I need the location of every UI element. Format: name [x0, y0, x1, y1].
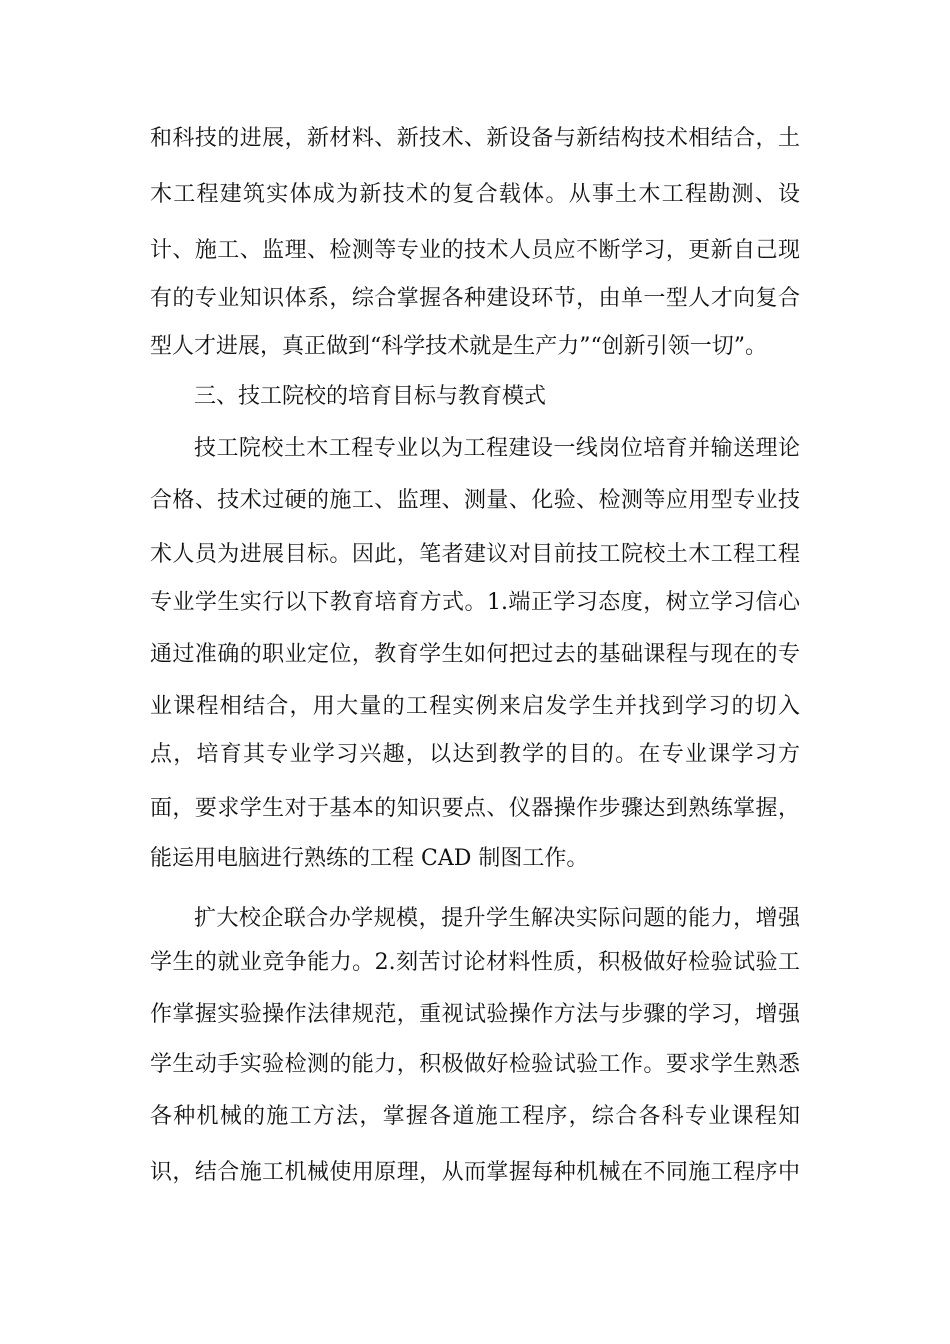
text-line-9: 术人员为进展目标。因此，笔者建议对目前技工院校土木工程工程 [150, 542, 800, 567]
text-line-16: 扩大校企联合办学规模，提升学生解决实际问题的能力，增强 [194, 906, 800, 931]
text-line-3: 计、施工、监理、检测等专业的技术人员应不断学习，更新自己现 [150, 238, 800, 263]
text-line-19: 学生动手实验检测的能力，积极做好检验试验工作。要求学生熟悉 [150, 1052, 800, 1077]
text-line-18: 作掌握实验操作法律规范，重视试验操作方法与步骤的学习，增强 [150, 1002, 800, 1027]
text-line-4: 有的专业知识体系，综合掌握各种建设环节，由单一型人才向复合 [150, 286, 800, 311]
section-heading: 三、技工院校的培育目标与教育模式 [194, 384, 547, 409]
text-line-17: 学生的就业竞争能力。2.刻苦讨论材料性质，积极做好检验试验工 [150, 950, 800, 975]
text-line-7: 技工院校土木工程专业以为工程建设一线岗位培育并输送理论 [194, 436, 800, 461]
text-line-12: 业课程相结合，用大量的工程实例来启发学生并找到学习的切入 [150, 694, 800, 719]
text-line-2: 木工程建筑实体成为新技术的复合载体。从事土木工程勘测、设 [150, 182, 800, 207]
text-line-20: 各种机械的施工方法，掌握各道施工程序，综合各科专业课程知 [150, 1104, 800, 1129]
text-line-10: 专业学生实行以下教育培育方式。1.端正学习态度，树立学习信心 [150, 590, 800, 615]
text-line-21: 识，结合施工机械使用原理，从而掌握每种机械在不同施工程序中 [150, 1160, 800, 1185]
text-line-15: 能运用电脑进行熟练的工程 CAD 制图工作。 [150, 846, 589, 871]
text-line-11: 通过准确的职业定位，教育学生如何把过去的基础课程与现在的专 [150, 642, 800, 667]
text-line-8: 合格、技术过硬的施工、监理、测量、化验、检测等应用型专业技 [150, 488, 800, 513]
text-line-13: 点，培育其专业学习兴趣，以达到教学的目的。在专业课学习方 [150, 742, 800, 767]
text-line-14: 面，要求学生对于基本的知识要点、仪器操作步骤达到熟练掌握， [150, 796, 800, 821]
text-line-1: 和科技的进展，新材料、新技术、新设备与新结构技术相结合，土 [150, 126, 800, 151]
text-line-5: 型人才进展，真正做到“科学技术就是生产力”“创新引领一切”。 [150, 334, 767, 359]
